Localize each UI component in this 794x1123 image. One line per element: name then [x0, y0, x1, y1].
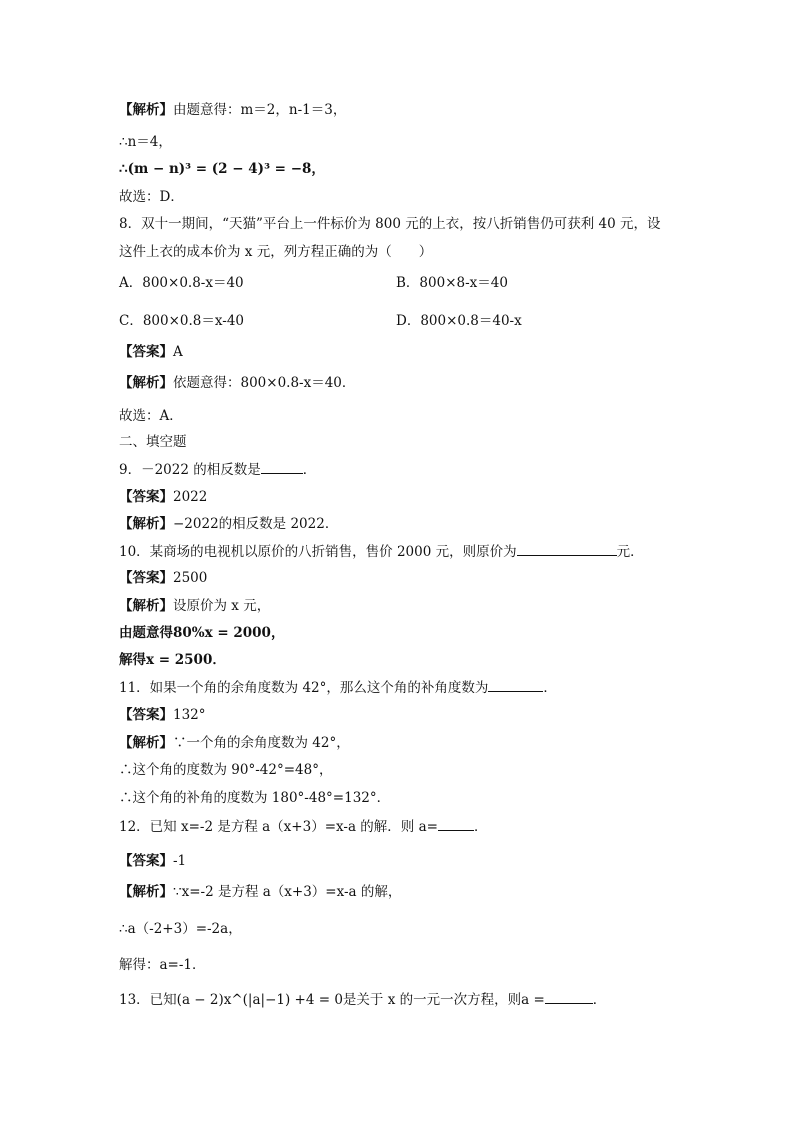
- label-tag: 【解析】: [119, 598, 173, 614]
- question-12: [119, 818, 487, 836]
- label-tag: 【答案】: [119, 489, 173, 505]
- option-d: D．800×0.8＝40-x: [396, 313, 522, 329]
- label-tag: 【答案】: [119, 853, 173, 869]
- question-end: 元．: [616, 544, 644, 560]
- solution-line: [119, 101, 346, 119]
- label-tag: 【答案】: [119, 570, 173, 586]
- solution-text: 由题意得：m＝2，n-1＝3，: [173, 102, 347, 118]
- math-step-line: 解得x = 2500．: [119, 652, 226, 668]
- question-text: 12．已知 x=-2 是方程 a（x+3）=x-a 的解．则 a=: [119, 819, 438, 835]
- option-c: C．800×0.8＝x-40: [119, 313, 244, 329]
- question-8-line-2: 这件上衣的成本价为 x 元，列方程正确的为（ ）: [119, 244, 433, 260]
- math-step-line: ∴(m − n)³ = (2 − 4)³ = −8，: [119, 161, 325, 177]
- option-a: A．800×0.8-x＝40: [119, 275, 244, 291]
- step-line: ∴a（-2+3）=-2a，: [119, 921, 242, 937]
- question-11: [119, 679, 557, 697]
- question-text: 9．－2022 的相反数是: [119, 462, 261, 478]
- question-8-line-1: 8．双十一期间，“天猫”平台上一件标价为 800 元的上衣，按八折销售仍可获利 40 元，设: [119, 216, 661, 232]
- answer-text: 132°: [173, 707, 206, 723]
- question-9: [119, 461, 316, 479]
- answer-line: [119, 852, 186, 870]
- step-line: 解得：a=-1．: [119, 957, 206, 973]
- choice-line: 故选：D．: [119, 189, 184, 205]
- question-end: ．: [592, 992, 607, 1008]
- solution-line: [119, 883, 401, 901]
- solution-text: 设原价为 x 元，: [173, 598, 271, 614]
- label-tag: 【解析】: [119, 735, 173, 751]
- label-tag: 【解析】: [119, 884, 173, 900]
- label-tag: 【解析】: [119, 102, 173, 118]
- solution-line: [119, 374, 355, 392]
- question-10: [119, 543, 644, 561]
- section-heading: 二、填空题: [119, 434, 187, 450]
- question-text: 10．某商场的电视机以原价的八折销售，售价 2000 元，则原价为: [119, 544, 517, 560]
- answer-blank: [517, 543, 617, 556]
- answer-text: -1: [173, 853, 187, 869]
- answer-blank: [261, 461, 303, 474]
- solution-line: [119, 597, 270, 615]
- step-line: ∴n＝4，: [119, 134, 172, 150]
- answer-blank: [545, 991, 593, 1004]
- answer-text: A: [173, 344, 183, 360]
- question-13: [119, 991, 606, 1009]
- solution-line: [119, 734, 350, 752]
- solution-text: ∵x=-2 是方程 a（x+3）=x-a 的解，: [173, 884, 402, 900]
- math-step-line: 由题意得80%x = 2000，: [119, 625, 285, 641]
- question-end: ．: [302, 462, 317, 478]
- answer-line: [119, 488, 207, 506]
- option-b: B．800×8-x＝40: [396, 275, 508, 291]
- choice-line: 故选：A．: [119, 408, 183, 424]
- question-end: ．: [543, 680, 557, 696]
- label-tag: 【解析】: [119, 375, 173, 391]
- step-line: ∴这个角的度数为 90°-42°=48°，: [119, 762, 333, 778]
- answer-line: [119, 569, 207, 587]
- answer-blank: [438, 818, 474, 831]
- label-tag: 【答案】: [119, 344, 173, 360]
- solution-text: −2022的相反数是 2022．: [173, 516, 339, 532]
- answer-text: 2022: [173, 489, 208, 505]
- solution-text: ∵一个角的余角度数为 42°，: [173, 735, 350, 751]
- label-tag: 【解析】: [119, 516, 173, 532]
- question-text: 13．已知(a − 2)x^(|a|−1) +4 = 0是关于 x 的一元一次方程，则a =: [119, 992, 545, 1008]
- step-line: ∴这个角的补角的度数为 180°-48°=132°．: [119, 790, 391, 806]
- answer-blank: [488, 679, 543, 692]
- answer-line: [119, 706, 206, 724]
- label-tag: 【答案】: [119, 707, 173, 723]
- question-text: 11．如果一个角的余角度数为 42°，那么这个角的补角度数为: [119, 680, 489, 696]
- solution-text: 依题意得：800×0.8-x＝40．: [173, 375, 356, 391]
- answer-line: [119, 343, 183, 361]
- question-end: ．: [473, 819, 488, 835]
- answer-text: 2500: [173, 570, 208, 586]
- solution-line: [119, 515, 338, 533]
